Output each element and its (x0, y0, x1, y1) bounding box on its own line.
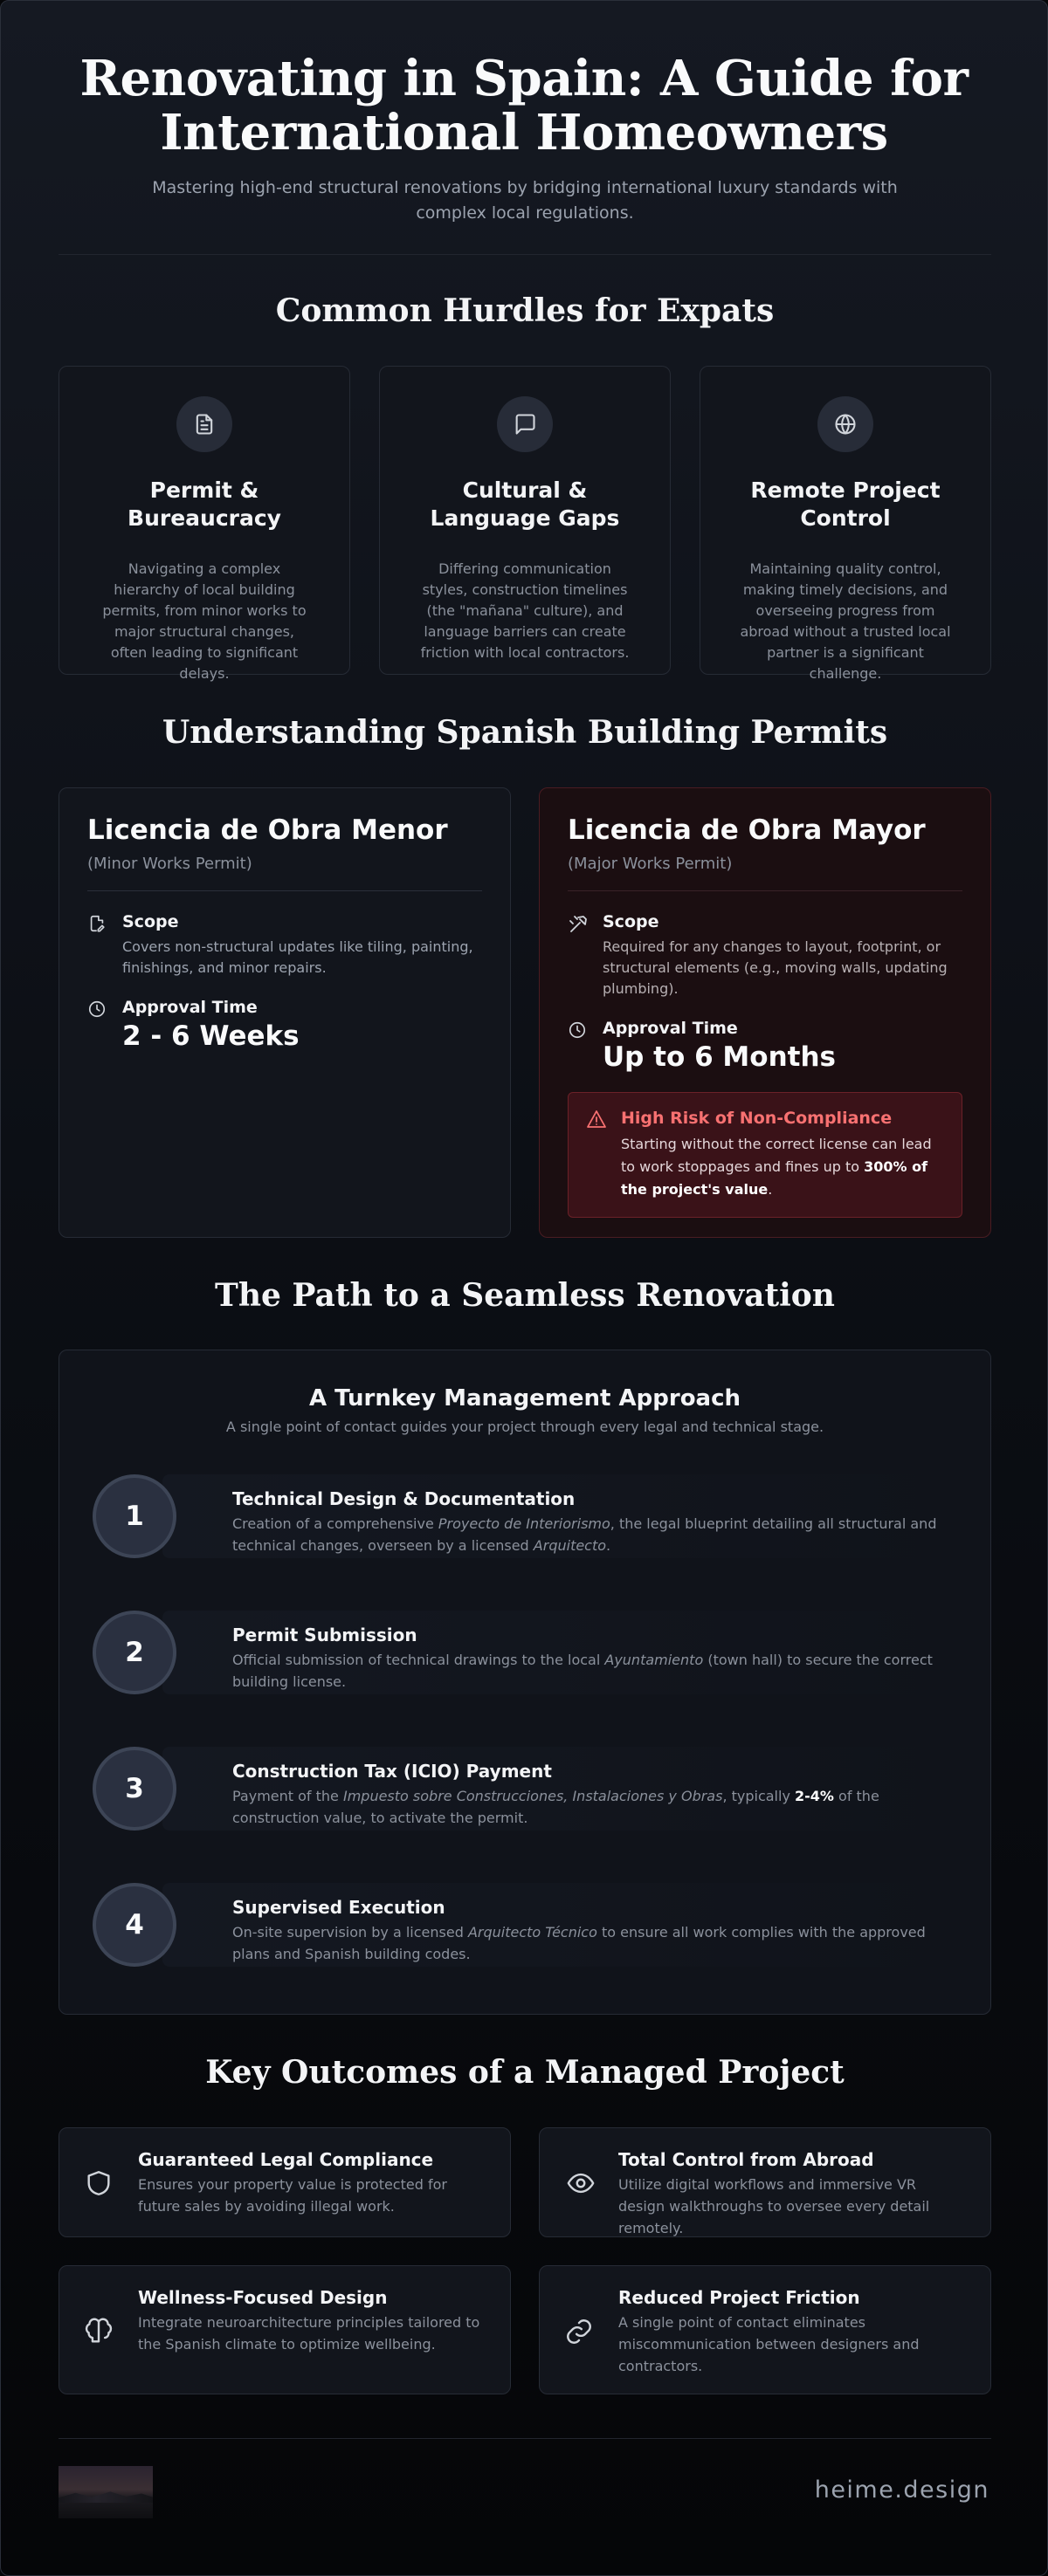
step-description: Creation of a comprehensive Proyecto de Interiorismo, the legal blueprint detailing all structural and technical changes, overseen by a licensed Arquitecto. (232, 1515, 937, 1554)
step-number: 2 (93, 1611, 176, 1694)
document-icon (176, 396, 232, 452)
scope-label: Scope (603, 912, 659, 931)
clock-icon (568, 1019, 603, 1073)
hurdles-section-title: Common Hurdles for Expats (275, 292, 775, 329)
permit-scope (87, 912, 482, 979)
permit-approval-time (87, 998, 482, 1052)
risk-title: High Risk of Non-Compliance (621, 1109, 893, 1128)
scope-label: Scope (122, 912, 179, 931)
permits-section-title: Understanding Spanish Building Permits (162, 714, 888, 751)
process-section-title: The Path to a Seamless Renovation (215, 1277, 835, 1314)
process-card (59, 1350, 991, 2015)
header-divider (59, 254, 991, 255)
scope-text: Covers non-structural updates like tiling, painting, finishings, and minor repairs. (122, 938, 473, 976)
outcome-card-wellness (59, 2265, 511, 2394)
outcome-title: Total Control from Abroad (618, 2149, 874, 2170)
globe-icon (817, 396, 873, 452)
outcome-title: Wellness-Focused Design (138, 2287, 388, 2308)
step-description: Official submission of technical drawings to the local Ayuntamiento (town hall) to secure the correct building license. (232, 1652, 933, 1690)
approval-time-value: 2 - 6 Weeks (122, 1020, 300, 1052)
permit-card-major (539, 787, 991, 1238)
hurdle-text: Maintaining quality control, making timely decisions, and overseeing progress from abroad without a trusted local partner is a significant challenge. (740, 560, 951, 682)
hurdle-title: Permit & Bureaucracy (128, 477, 281, 531)
approval-time-value: Up to 6 Months (603, 1041, 836, 1073)
approval-time-label: Approval Time (122, 998, 258, 1017)
outcome-title: Reduced Project Friction (618, 2287, 860, 2308)
permit-subtitle: (Minor Works Permit) (87, 855, 252, 873)
process-step (93, 1600, 957, 1705)
outcome-card-friction (539, 2265, 991, 2394)
page-subtitle: Mastering high-end structural renovations by bridging international luxury standards with complex local regulations. (152, 178, 898, 223)
step-number: 3 (93, 1747, 176, 1831)
step-number: 1 (93, 1474, 176, 1558)
outcome-title: Guaranteed Legal Compliance (138, 2149, 434, 2170)
hurdle-card-cultural (379, 366, 671, 675)
outcome-card-control (539, 2127, 991, 2237)
eye-icon (564, 2149, 618, 2215)
link-icon (564, 2287, 618, 2373)
scope-text: Required for any changes to layout, footprint, or structural elements (e.g., moving walls, updating plumbing). (603, 938, 948, 997)
outcome-text: Ensures your property value is protected for future sales by avoiding illegal work. (138, 2176, 447, 2215)
hurdle-text: Differing communication styles, construction timelines (the "mañana" culture), and language barriers can create friction with local contractors. (420, 560, 630, 661)
process-step (93, 1872, 957, 1977)
shield-icon (84, 2149, 138, 2215)
warning-triangle-icon (586, 1109, 621, 1201)
process-step (93, 1464, 957, 1569)
permit-approval-time (568, 1019, 962, 1073)
permit-subtitle: (Major Works Permit) (568, 855, 733, 873)
process-card-subtitle: A single point of contact guides your project through every legal and technical stage. (225, 1419, 824, 1435)
process-step (93, 1736, 957, 1841)
approval-time-label: Approval Time (603, 1019, 738, 1038)
outcome-text: Integrate neuroarchitecture principles tailored to the Spanish climate to optimize wellbeing. (138, 2314, 480, 2353)
hurdle-text: Navigating a complex hierarchy of local building permits, from minor works to major structural changes, often leading to significant delays. (102, 560, 307, 682)
step-description: Payment of the Impuesto sobre Construcciones, Instalaciones y Obras, typically 2-4% of the construction value, to activate the permit. (232, 1788, 879, 1826)
permit-divider (568, 890, 962, 891)
step-title: Construction Tax (ICIO) Payment (232, 1761, 552, 1782)
step-title: Technical Design & Documentation (232, 1488, 576, 1509)
step-description: On-site supervision by a licensed Arquitecto Técnico to ensure all work complies with the approved plans and Spanish building codes. (232, 1924, 926, 1962)
footer-brand[interactable]: heime.design (814, 2476, 989, 2504)
hurdle-title: Remote Project Control (750, 477, 941, 531)
footer-divider (59, 2438, 991, 2439)
outcomes-section-title: Key Outcomes of a Managed Project (205, 2054, 845, 2091)
hammer-icon (568, 912, 603, 999)
step-title: Supervised Execution (232, 1897, 445, 1918)
risk-text: Starting without the correct license can lead to work stoppages and fines up to 300% of the project's value. (621, 1136, 932, 1198)
brain-icon (84, 2287, 138, 2373)
step-number: 4 (93, 1883, 176, 1967)
chat-bubble-icon (497, 396, 553, 452)
permit-scope (568, 912, 962, 999)
permit-title: Licencia de Obra Mayor (568, 814, 926, 846)
hurdle-card-remote (700, 366, 991, 682)
risk-highlight: 300% of the project's value (621, 1158, 928, 1198)
permit-title: Licencia de Obra Menor (87, 814, 448, 846)
page-title: Renovating in Spain: A Guide for International Homeowners (79, 50, 969, 161)
hurdle-title: Cultural & Language Gaps (430, 477, 620, 531)
clock-icon (87, 998, 122, 1052)
permit-divider (87, 890, 482, 891)
permit-card-minor (59, 787, 511, 1238)
step-title: Permit Submission (232, 1625, 417, 1645)
outcome-card-compliance (59, 2127, 511, 2237)
process-card-title: A Turnkey Management Approach (308, 1385, 741, 1412)
risk-warning-box (568, 1092, 962, 1218)
document-edit-icon (87, 912, 122, 979)
hurdle-card-permit (59, 366, 350, 682)
outcome-text: Utilize digital workflows and immersive VR design walkthroughs to oversee every detail remotely. (618, 2176, 930, 2236)
footer-landscape-image (59, 2466, 153, 2518)
outcome-text: A single point of contact eliminates miscommunication between designers and contractors. (618, 2314, 920, 2374)
